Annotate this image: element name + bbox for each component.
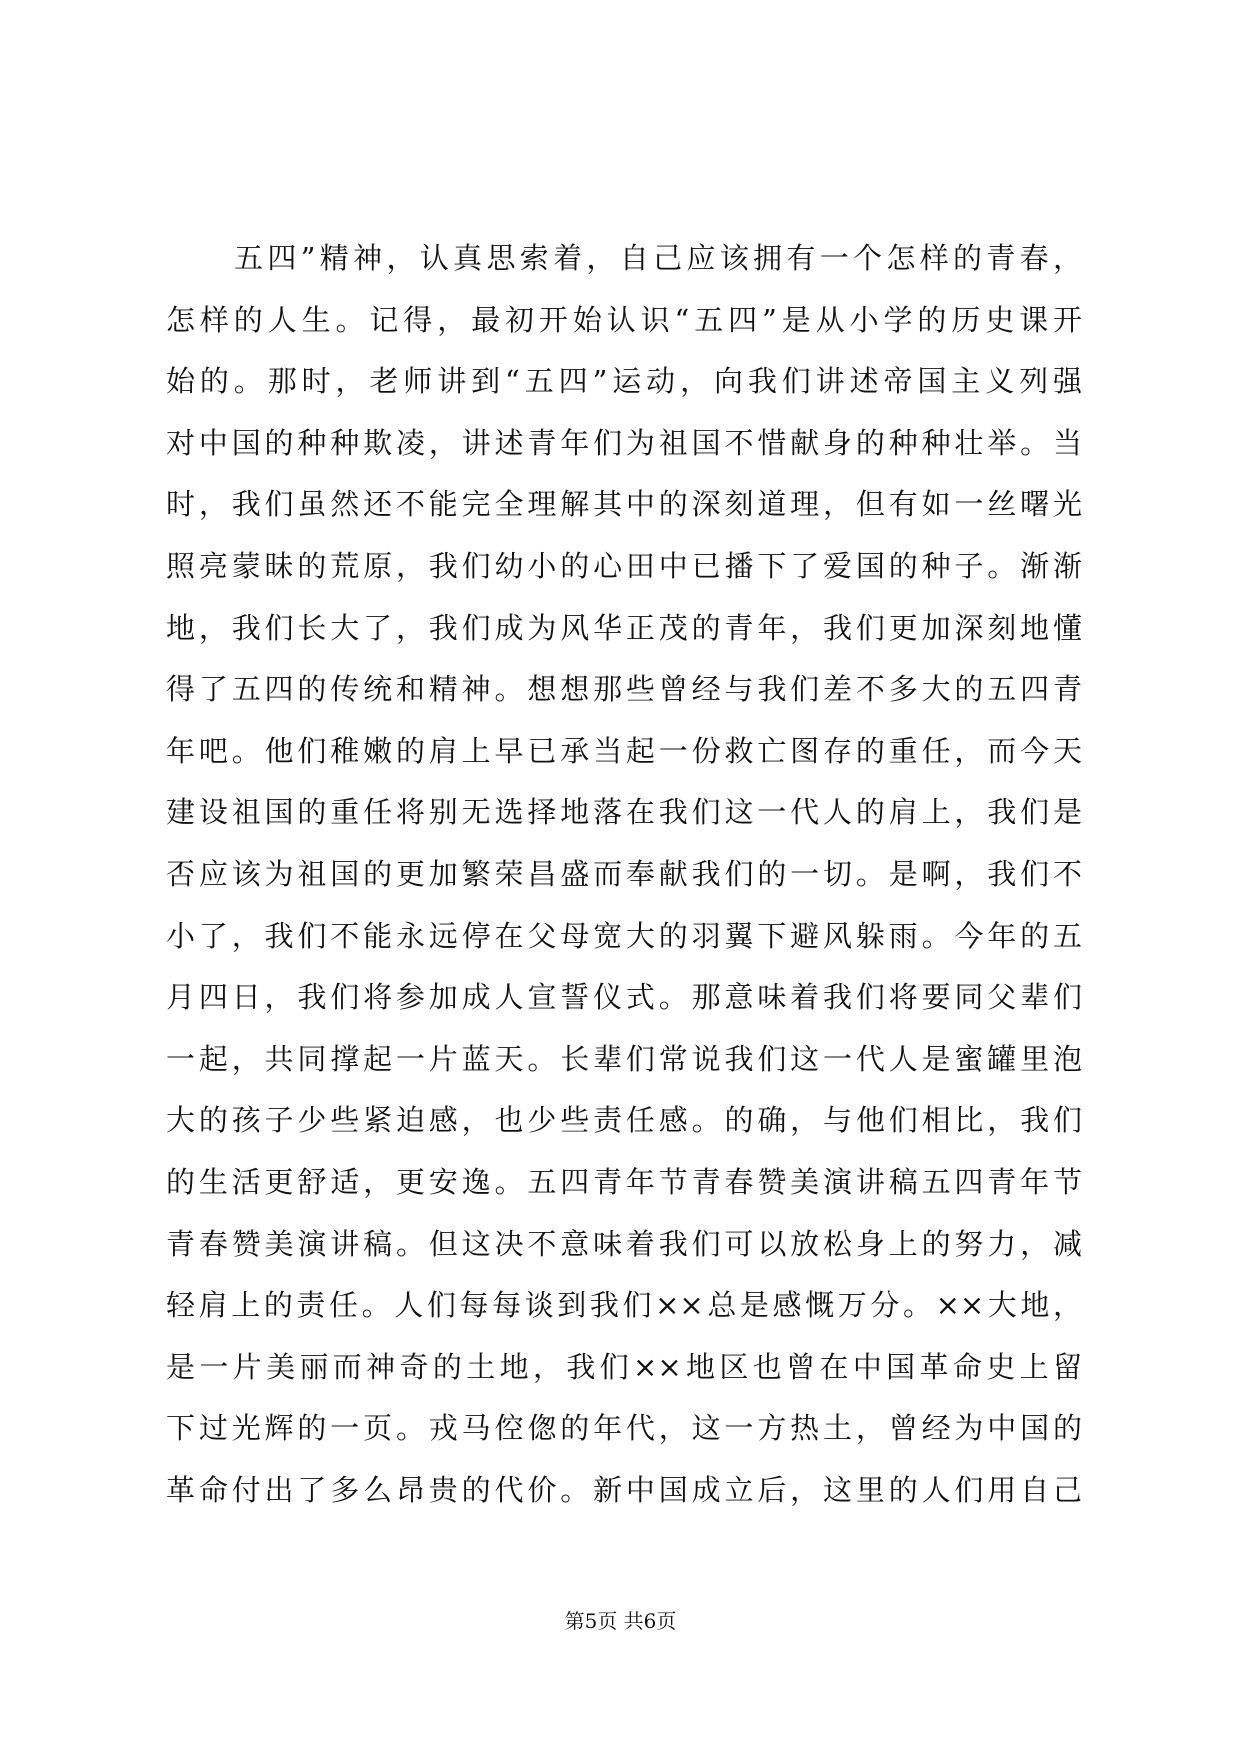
text-line: 地，我们长大了，我们成为风华正茂的青年，我们更加深刻地懂	[166, 610, 1082, 645]
text-line: 五四”精神，认真思索着，自己应该拥有一个怎样的青春，	[234, 241, 1082, 275]
text-line: 照亮蒙昧的荒原，我们幼小的心田中已播下了爱国的种子。渐渐	[166, 548, 1082, 583]
text-line: 月四日，我们将参加成人宣誓仪式。那意味着我们将要同父辈们	[166, 980, 1082, 1015]
text-line: 始的。那时，老师讲到“五四”运动，向我们讲述帝国主义列强	[166, 364, 1082, 399]
text-line: 大的孩子少些紧迫感，也少些责任感。的确，与他们相比，我们	[166, 1103, 1082, 1138]
text-line: 是一片美丽而神奇的土地，我们××地区也曾在中国革命史上留	[166, 1349, 1082, 1384]
text-line: 对中国的种种欺凌，讲述青年们为祖国不惜献身的种种壮举。当	[166, 425, 1082, 460]
text-line: 青春赞美演讲稿。但这决不意味着我们可以放松身上的努力，减	[166, 1226, 1082, 1261]
text-line: 一起，共同撑起一片蓝天。长辈们常说我们这一代人是蜜罐里泡	[166, 1041, 1082, 1076]
text-line: 年吧。他们稚嫩的肩上早已承当起一份救亡图存的重任，而今天	[166, 733, 1082, 768]
text-line: 建设祖国的重任将别无选择地落在我们这一代人的肩上，我们是	[166, 795, 1082, 830]
text-line: 得了五四的传统和精神。想想那些曾经与我们差不多大的五四青	[166, 672, 1082, 707]
text-line: 的生活更舒适，更安逸。五四青年节青春赞美演讲稿五四青年节	[166, 1164, 1082, 1199]
text-line: 下过光辉的一页。戎马倥偬的年代，这一方热土，曾经为中国的	[166, 1411, 1082, 1446]
page-number-footer: 第5页 共6页	[564, 1609, 677, 1633]
text-line: 怎样的人生。记得，最初开始认识“五四”是从小学的历史课开	[166, 302, 1082, 337]
text-line: 小了，我们不能永远停在父母宽大的羽翼下避风躲雨。今年的五	[166, 918, 1082, 953]
text-line: 革命付出了多么昂贵的代价。新中国成立后，这里的人们用自己	[166, 1472, 1082, 1507]
body-text	[166, 228, 1082, 1521]
text-line: 轻肩上的责任。人们每每谈到我们××总是感慨万分。××大地，	[166, 1288, 1082, 1323]
text-line: 否应该为祖国的更加繁荣昌盛而奉献我们的一切。是啊，我们不	[166, 856, 1082, 891]
text-line: 时，我们虽然还不能完全理解其中的深刻道理，但有如一丝曙光	[166, 487, 1082, 522]
